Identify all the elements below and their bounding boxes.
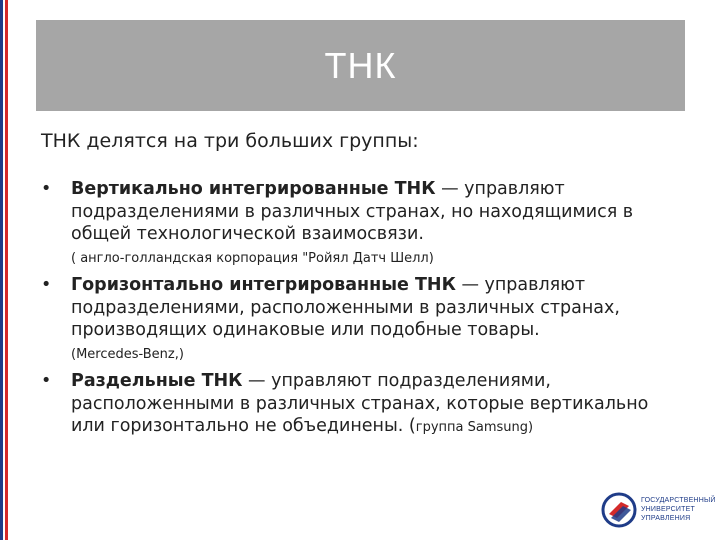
bullet-icon: • [41,179,52,199]
item-text: — управляют подразделениями в различных странах, но находящимися в общей технологической взаимосвязи. [71,179,634,244]
list-item [41,274,681,364]
item-term: Раздельные ТНК [71,371,243,391]
left-decorative-stripes [0,0,9,540]
slide-title: ТНК [324,44,397,86]
bullet-list [41,178,681,444]
bullet-icon: • [41,275,52,295]
logo-line: УПРАВЛЕНИЯ [641,515,691,522]
logo-line: ГОСУДАРСТВЕННЫЙ [641,497,716,504]
logo-caption [641,496,716,523]
intro-text: ТНК делятся на три больших группы: [41,130,419,152]
list-item [41,178,681,268]
bullet-icon: • [41,371,52,391]
university-logo [601,492,716,528]
title-bar [36,20,685,111]
item-example: группа Samsung) [415,420,534,435]
university-logo-icon [601,492,637,528]
item-text: — управляют подразделениями, расположенными в различных странах, которые вертикально или горизонтально не объединены. ( [71,371,649,436]
item-text: — управляют подразделениями, расположенными в различных странах, производящих одинаковые или подобные товары. [71,275,620,340]
stripe-red [5,0,8,540]
item-example: (Mercedes-Benz,) [71,346,184,362]
list-item [41,370,681,438]
item-term: Вертикально интегрированные ТНК [71,179,436,199]
item-term: Горизонтально интегрированные ТНК [71,275,456,295]
item-example: ( англо-голландская корпорация "Ройял Датч Шелл) [71,250,434,266]
logo-line: УНИВЕРСИТЕТ [641,506,695,513]
